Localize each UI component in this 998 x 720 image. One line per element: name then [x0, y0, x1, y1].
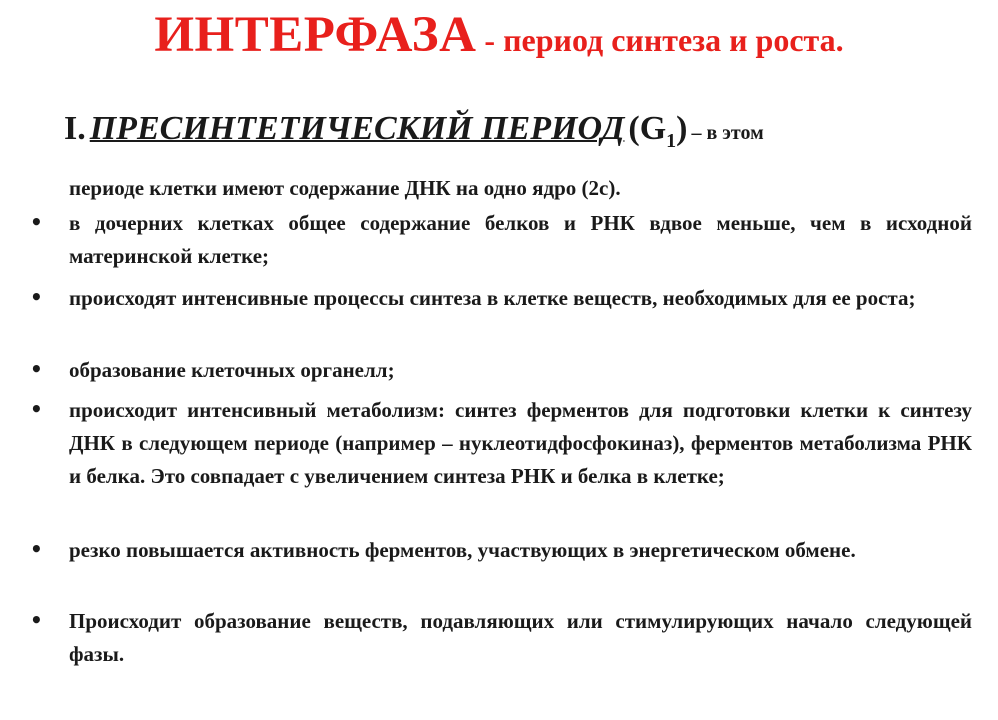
phase-code-subscript: 1 — [666, 129, 677, 152]
phase-code-close: ) — [676, 110, 688, 147]
phase-code-open: (G — [628, 110, 667, 147]
bullet-icon: • — [30, 285, 43, 309]
list-item — [30, 605, 972, 671]
list-item-text: происходит интенсивный метаболизм: синтез ферментов для подготовки клетки к синтезу ДНК в следующем периоде (например – нуклеотидфосфокиназ), ферментов метаболизма РНК и белка. Это совпадает с увеличением синтеза РНК и белка в клетке; — [69, 398, 972, 488]
section-title: ПРЕСИНТЕТИЧЕСКИЙ ПЕРИОД — [89, 110, 625, 147]
bullet-icon: • — [30, 357, 43, 381]
bullet-icon: • — [30, 210, 43, 234]
list-item-text: происходят интенсивные процессы синтеза в клетке веществ, необходимых для ее роста; — [69, 286, 916, 310]
intro-text: периоде клетки имеют содержание ДНК на одно ядро (2с). — [69, 176, 621, 200]
title-subtitle: - период синтеза и роста. — [476, 22, 844, 58]
section-number: I. — [64, 110, 86, 147]
list-item-text: образование клеточных органелл; — [69, 358, 395, 382]
title-main: ИНТЕРФАЗА — [154, 7, 477, 63]
list-item-text: резко повышается активность ферментов, участвующих в энергетическом обмене. — [69, 538, 856, 562]
section-heading-tail: – в этом — [691, 122, 764, 144]
list-item-text: Происходит образование веществ, подавляющих или стимулирующих начало следующей фазы. — [69, 609, 972, 666]
list-item — [30, 354, 972, 387]
bullet-icon: • — [30, 537, 43, 561]
list-item — [30, 207, 972, 273]
list-item — [30, 394, 972, 493]
list-item — [30, 534, 972, 567]
list-item — [30, 282, 972, 315]
bullet-icon: • — [30, 608, 43, 632]
list-item-text: в дочерних клетках общее содержание белков и РНК вдвое меньше, чем в исходной материнской клетке; — [69, 211, 972, 268]
bullet-icon: • — [30, 397, 43, 421]
